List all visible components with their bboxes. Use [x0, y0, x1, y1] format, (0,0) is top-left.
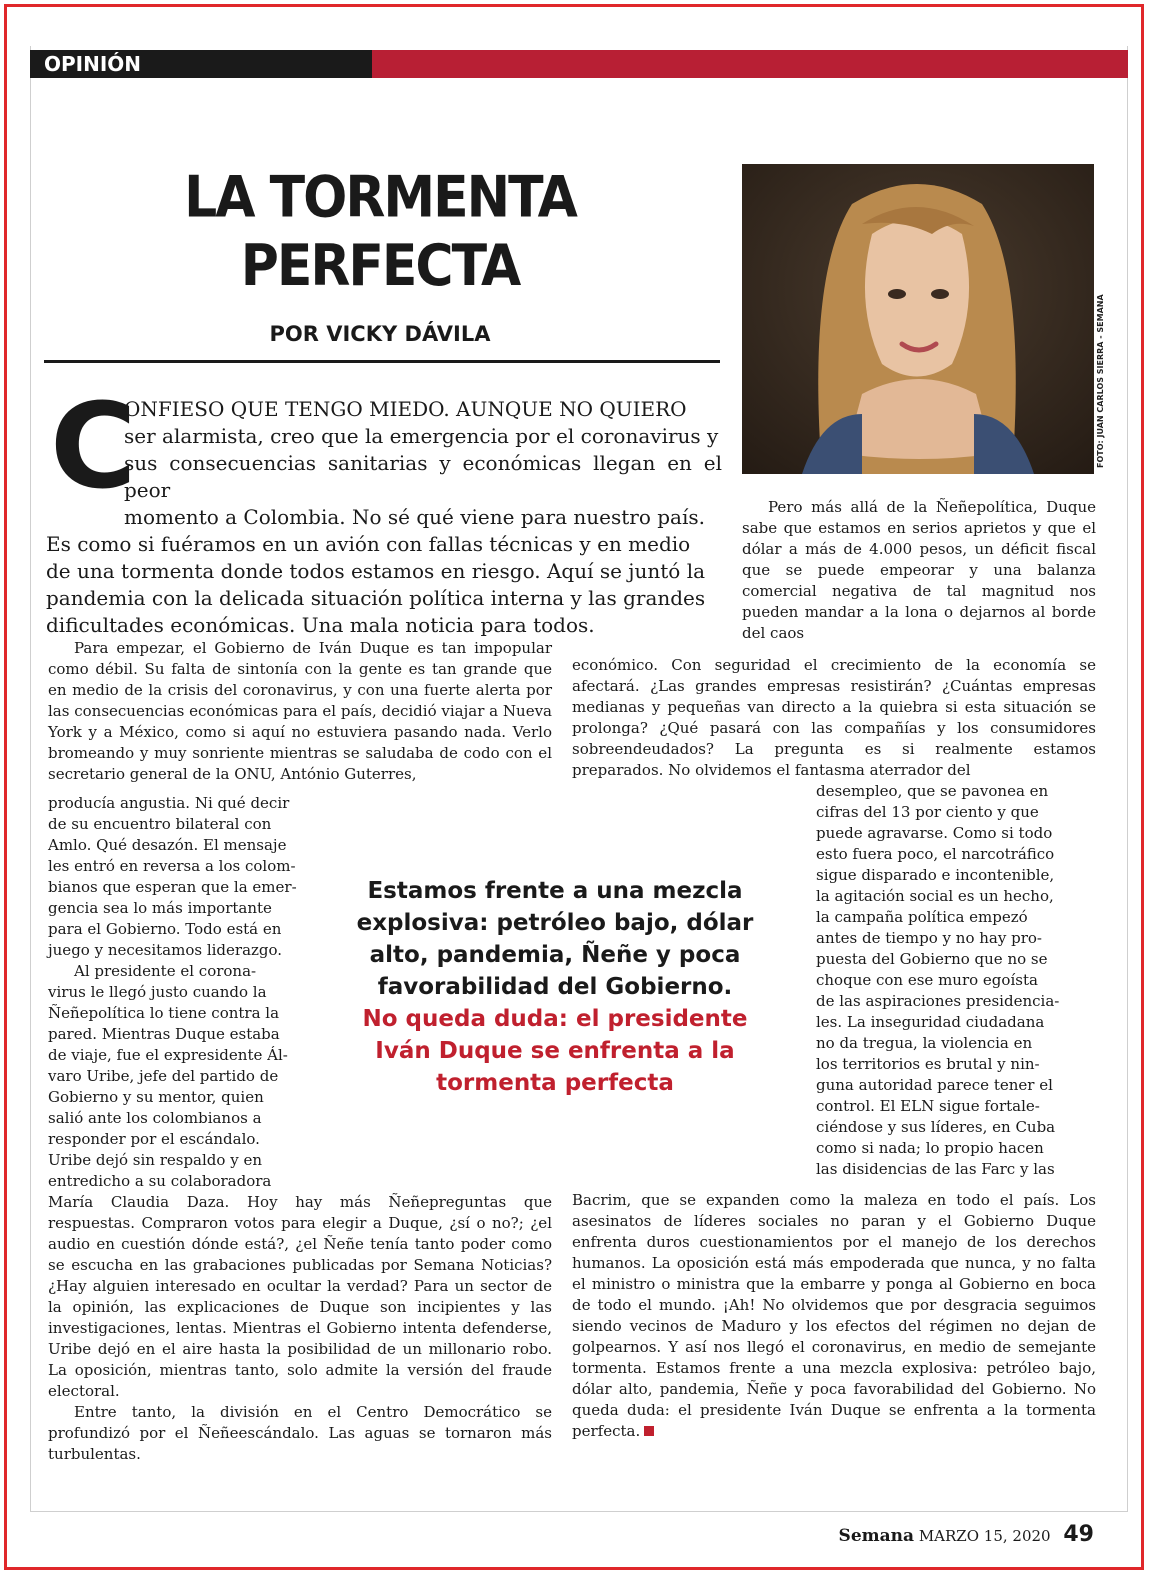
- photo-credit: FOTO: JUAN CARLOS SIERRA - SEMANA: [1096, 294, 1105, 468]
- end-mark-icon: [644, 1426, 654, 1436]
- line: de viaje, fue el expresidente Ál-: [48, 1046, 288, 1064]
- line: pared. Mientras Duque estaba: [48, 1025, 280, 1043]
- paragraph: económico. Con seguridad el crecimiento de la economía se afectará. ¿Las grandes empresas resistirán? ¿Cuántas empresas medianas y pequeñas van directo a la quiebra si esta situación se prolonga? ¿Qué pasará con las compañías y los consumidores sobreendeudados? La pregunta es si realmente estamos preparados. No olvidemos el fantasma aterrador del: [572, 656, 1096, 779]
- line: guna autoridad parece tener el: [816, 1076, 1053, 1094]
- headline-line-1: LA TORMENTA: [184, 164, 576, 231]
- line: producía angustia. Ni qué decir: [48, 794, 290, 812]
- author-photo: [742, 164, 1094, 474]
- line: varo Uribe, jefe del partido de: [48, 1067, 279, 1085]
- line: control. El ELN sigue fortale-: [816, 1097, 1040, 1115]
- line: para el Gobierno. Todo está en: [48, 920, 282, 938]
- line: de su encuentro bilateral con: [48, 815, 272, 833]
- lead-line: pandemia con la delicada situación política interna y las grandes: [46, 586, 706, 610]
- lead-line: momento a Colombia. No sé qué viene para nuestro país.: [124, 505, 705, 529]
- lead-line: Es como si fuéramos en un avión con fallas técnicas y en medio: [46, 532, 691, 556]
- line: sigue disparado e incontenible,: [816, 866, 1055, 884]
- drop-cap: C: [50, 377, 137, 515]
- line: gencia sea lo más importante: [48, 899, 272, 917]
- lead-line: sus consecuencias sanitarias y económicas llegan en el peor: [124, 451, 722, 502]
- col2-narrow-block: [816, 781, 1096, 1180]
- issue-date: MARZO 15, 2020: [918, 1527, 1051, 1545]
- line: Amlo. Qué desazón. El mensaje: [48, 836, 287, 854]
- col1-narrow-block: [48, 793, 306, 1192]
- lead-line: de una tormenta donde todos estamos en riesgo. Aquí se juntó la: [46, 559, 706, 583]
- page-number: 49: [1063, 1522, 1094, 1547]
- line: les. La inseguridad ciudadana: [816, 1013, 1045, 1031]
- line: Ñeñepolítica lo tiene contra la: [48, 1004, 280, 1022]
- line: Gobierno y su mentor, quien: [48, 1088, 264, 1106]
- line: entredicho a su colaboradora: [48, 1172, 272, 1190]
- line: ciéndose y sus líderes, en Cuba: [816, 1118, 1056, 1136]
- photo-credit-strip: [1094, 164, 1112, 474]
- line: les entró en reversa a los colom-: [48, 857, 296, 875]
- line: esto fuera poco, el narcotráfico: [816, 845, 1055, 863]
- paragraph: Pero más allá de la Ñeñepolítica, Duque sabe que estamos en serios aprietos y que el dólar a más de 4.000 pesos, un déficit fiscal que se puede empeorar y una balanza comercial negativa de tal magnitud nos pueden mandar a la lona o dejarnos al borde del caos: [742, 498, 1096, 642]
- section-label: OPINIÓN: [30, 50, 372, 78]
- pull-quote-red: No queda duda: el presidente Iván Duque se enfrenta a la tormenta perfecta: [362, 1006, 748, 1096]
- line: Uribe dejó sin respaldo y en: [48, 1151, 262, 1169]
- lead-paragraph: [46, 377, 722, 639]
- byline: POR VICKY DÁVILA: [269, 322, 491, 346]
- paragraph: Para empezar, el Gobierno de Iván Duque es tan impopular como débil. Su falta de sintonía con la gente es tan grande que en medio de la crisis del coronavirus, y con una fuerte alerta por las consecuencias económicas para el país, decidió viajar a Nueva York y a México, como si aquí no estuviera pasando nada. Verlo bromeando y muy sonriente mientras se saludaba de codo con el secretario general de la ONU, António Guterres,: [48, 639, 552, 783]
- line: las disidencias de las Farc y las: [816, 1160, 1055, 1178]
- line: cifras del 13 por ciento y que: [816, 803, 1039, 821]
- lead-line: ser alarmista, creo que la emergencia por el coronavirus y: [124, 424, 719, 448]
- col1-para-3: [48, 1192, 552, 1465]
- line: virus le llegó justo cuando la: [48, 983, 267, 1001]
- col2-para-2: [572, 655, 1096, 781]
- paragraph-text: Bacrim, que se expanden como la maleza en todo el país. Los asesinatos de líderes sociales no paran y el Gobierno Duque enfrenta duros cuestionamientos por el manejo de los derechos humanos. La oposición está más empoderada que nunca, y no falta el ministro o ministra que la embarre y ponga al Gobierno en boca de todo el mundo. ¡Ah! No olvidemos que por desgracia seguimos siendo vecinos de Maduro y los efectos del régimen no dejan de golpearnos. Y así nos llegó el coronavirus, en medio de semejante tormenta. Estamos frente a una mezcla explosiva: petróleo bajo, dólar alto, pandemia, Ñeñe y poca favorabilidad del Gobierno. No queda duda: el presidente Iván Duque se enfrenta a la tormenta perfecta.: [572, 1191, 1096, 1440]
- col2-para-4: [572, 1190, 1096, 1442]
- magazine-name: Semana: [838, 1526, 915, 1546]
- line: puesta del Gobierno que no se: [816, 950, 1048, 968]
- line: choque con ese muro egoísta: [816, 971, 1038, 989]
- line: los territorios es brutal y nin-: [816, 1055, 1040, 1073]
- paragraph: María Claudia Daza. Hoy hay más Ñeñepreguntas que respuestas. Compraron votos para elegir a Duque, ¿sí o no?; ¿el audio en cuestión dónde está?, ¿el Ñeñe tenía tanto poder como se escucha en las grabaciones publicadas por Semana Noticias? ¿Hay alguien interesado en ocultar la verdad? Para un sector de la opinión, las explicaciones de Duque son incipientes y las investigaciones, lentas. Mientras el Gobierno intenta defenderse, Uribe dejó en el aire hasta la posibilidad de un millonario robo. La oposición, mientras tanto, solo admite la versión del fraude electoral.: [48, 1193, 552, 1400]
- paragraph: Entre tanto, la división en el Centro Democrático se profundizó por el Ñeñeescándalo. Las aguas se tornaron más turbulentas.: [48, 1403, 552, 1463]
- pull-quote: [342, 875, 768, 1099]
- page-footer: [839, 1522, 1094, 1547]
- lead-line: ONFIESO QUE TENGO MIEDO. AUNQUE NO QUIERO: [124, 397, 687, 421]
- line: no da tregua, la violencia en: [816, 1034, 1033, 1052]
- line: la agitación social es un hecho,: [816, 887, 1054, 905]
- col2-para-1: [742, 497, 1096, 644]
- line: de las aspiraciones presidencia-: [816, 992, 1060, 1010]
- line: juego y necesitamos liderazgo.: [48, 941, 283, 959]
- line: desempleo, que se pavonea en: [816, 782, 1049, 800]
- col1-para-1: [48, 638, 552, 785]
- line: la campaña política empezó: [816, 908, 1028, 926]
- headline: [40, 164, 720, 300]
- line: puede agravarse. Como si todo: [816, 824, 1053, 842]
- line: responder por el escándalo.: [48, 1130, 260, 1148]
- section-bar: [30, 50, 1128, 78]
- title-rule: [44, 360, 720, 363]
- line: como si nada; lo propio hacen: [816, 1139, 1044, 1157]
- portrait-illustration: [742, 164, 1094, 474]
- lead-line: dificultades económicas. Una mala noticia para todos.: [46, 613, 595, 637]
- line: bianos que esperan que la emer-: [48, 878, 297, 896]
- line: salió ante los colombianos a: [48, 1109, 262, 1127]
- line: antes de tiempo y no hay pro-: [816, 929, 1042, 947]
- paragraph: [572, 1190, 1096, 1442]
- pull-quote-black: Estamos frente a una mezcla explosiva: petróleo bajo, dólar alto, pandemia, Ñeñe y poca favorabilidad del Gobierno.: [356, 878, 754, 1000]
- line: Al presidente el corona-: [74, 962, 257, 980]
- headline-line-2: PERFECTA: [240, 233, 520, 300]
